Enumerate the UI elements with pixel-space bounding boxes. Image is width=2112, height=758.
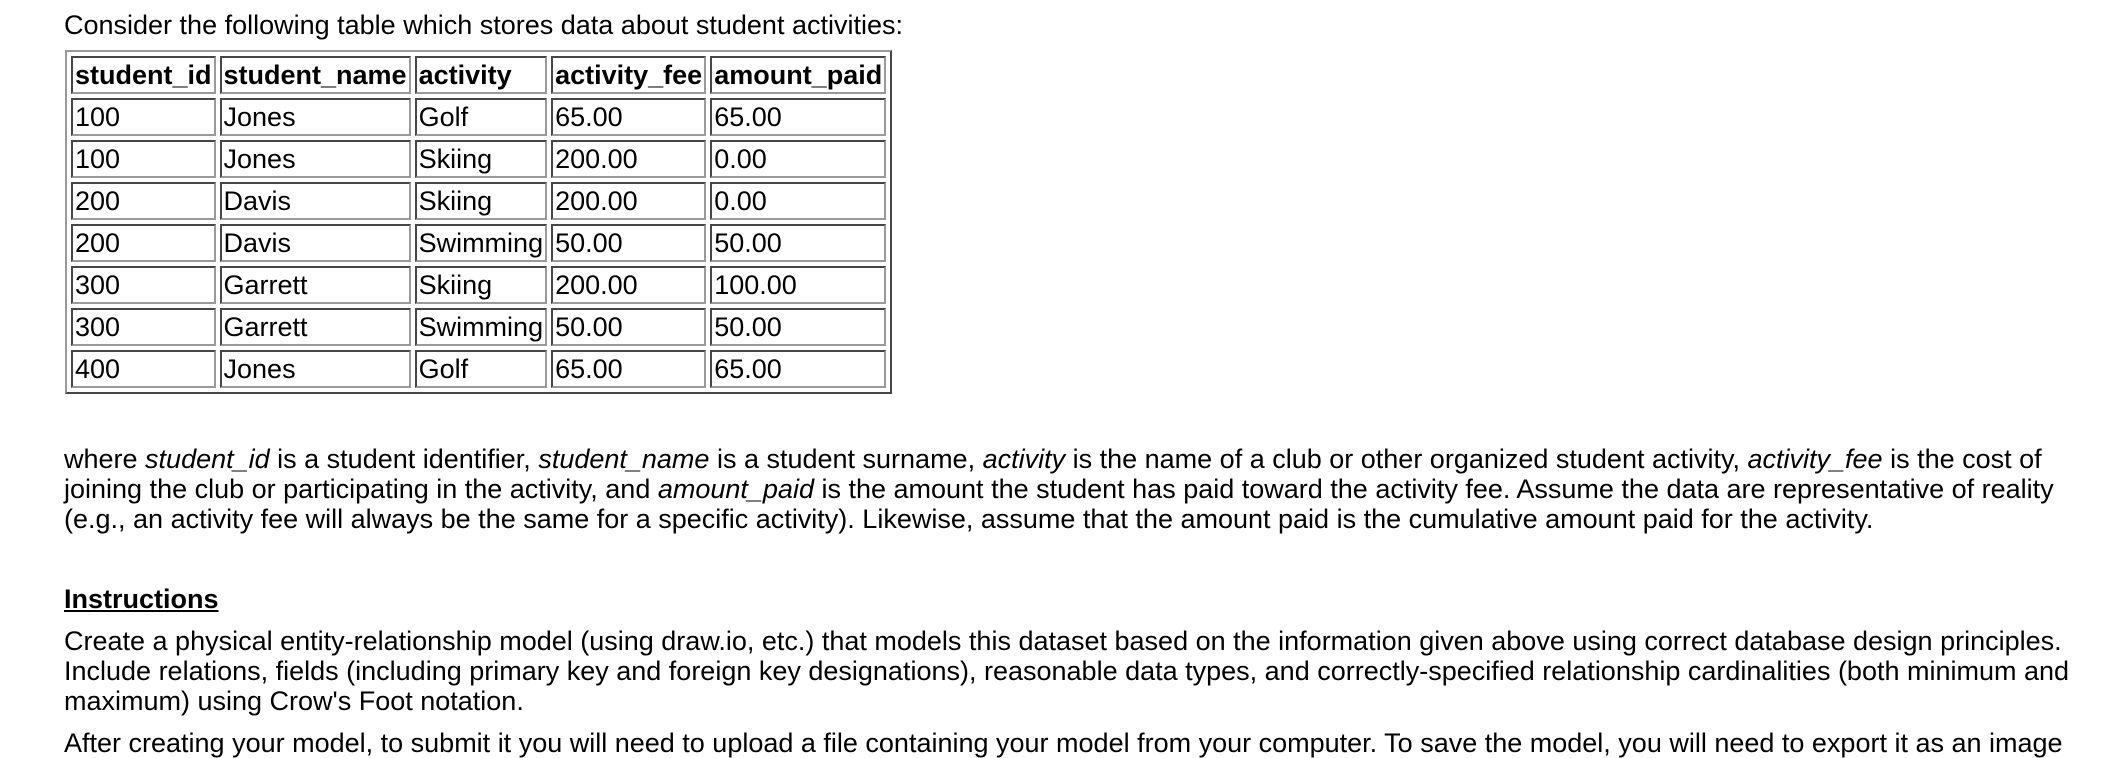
cell-activity: Swimming	[415, 308, 548, 346]
cell-student-name: Garrett	[220, 308, 411, 346]
cell-activity: Golf	[415, 98, 548, 136]
where-text: is a student identifier,	[269, 444, 539, 474]
field-name-activity-fee: activity_fee	[1747, 444, 1883, 474]
cell-student-id: 100	[71, 140, 216, 178]
cell-student-name: Jones	[220, 140, 411, 178]
table-row	[71, 308, 886, 346]
cell-student-name: Davis	[220, 182, 411, 220]
cell-student-id: 300	[71, 266, 216, 304]
field-name-activity: activity	[982, 444, 1066, 474]
cell-student-name: Davis	[220, 224, 411, 262]
student-activities-table	[65, 50, 892, 394]
table-row	[71, 98, 886, 136]
cell-amount-paid: 65.00	[710, 98, 886, 136]
table-row	[71, 350, 886, 388]
cell-activity-fee: 200.00	[551, 266, 706, 304]
cell-student-name: Garrett	[220, 266, 411, 304]
cell-amount-paid: 100.00	[710, 266, 886, 304]
header-amount-paid: amount_paid	[710, 56, 886, 94]
cell-student-id: 300	[71, 308, 216, 346]
cell-amount-paid: 0.00	[710, 140, 886, 178]
where-text: is a student surname,	[709, 444, 983, 474]
cell-activity-fee: 65.00	[551, 350, 706, 388]
table-row	[71, 224, 886, 262]
field-name-student-id: student_id	[145, 444, 270, 474]
cell-activity-fee: 65.00	[551, 98, 706, 136]
cell-student-name: Jones	[220, 350, 411, 388]
cell-activity-fee: 50.00	[551, 308, 706, 346]
cell-student-id: 100	[71, 98, 216, 136]
table-header-row	[71, 56, 886, 94]
intro-text: Consider the following table which stores data about student activities:	[64, 10, 903, 40]
where-text: is the amount the student has paid toward the activity fee. Assume the data are representative of reality (e.g., an activity fee will always be the same for a specific activity). Likewise, assume that the amount paid is the cumulative amount paid for the activity.	[64, 474, 2054, 534]
where-text: is the name of a club or other organized student activity,	[1065, 444, 1748, 474]
instructions-continued-text: After creating your model, to submit it you will need to upload a file containing your model from your computer. To save the model, you will need to export it as an image	[64, 728, 2063, 758]
header-student-name: student_name	[220, 56, 411, 94]
cell-activity-fee: 200.00	[551, 140, 706, 178]
cell-student-id: 200	[71, 224, 216, 262]
cell-amount-paid: 50.00	[710, 308, 886, 346]
cell-student-id: 400	[71, 350, 216, 388]
where-text: where	[64, 444, 146, 474]
header-activity: activity	[415, 56, 548, 94]
header-student-id: student_id	[71, 56, 216, 94]
table-row	[71, 266, 886, 304]
cell-activity: Swimming	[415, 224, 548, 262]
table-row	[71, 182, 886, 220]
table-row	[71, 140, 886, 178]
cell-activity-fee: 200.00	[551, 182, 706, 220]
field-description-paragraph	[64, 444, 2094, 534]
cell-student-name: Jones	[220, 98, 411, 136]
field-name-student-name: student_name	[538, 444, 710, 474]
field-name-amount-paid: amount_paid	[657, 474, 814, 504]
cell-amount-paid: 0.00	[710, 182, 886, 220]
instructions-heading: Instructions	[64, 584, 219, 614]
cell-amount-paid: 65.00	[710, 350, 886, 388]
cell-amount-paid: 50.00	[710, 224, 886, 262]
cell-activity: Skiing	[415, 140, 548, 178]
cell-activity: Skiing	[415, 266, 548, 304]
cell-student-id: 200	[71, 182, 216, 220]
cell-activity: Golf	[415, 350, 548, 388]
where-text: is the cost of joining the club or participating in the activity, and	[64, 444, 2042, 504]
cell-activity: Skiing	[415, 182, 548, 220]
cell-activity-fee: 50.00	[551, 224, 706, 262]
header-activity-fee: activity_fee	[551, 56, 706, 94]
instructions-body: Create a physical entity-relationship model (using draw.io, etc.) that models this dataset based on the information given above using correct database design principles. Include relations, fields (including primary key and foreign key designations), reasonable data types, and correctly-specified relationship cardinalities (both minimum and maximum) using Crow's Foot notation.	[64, 626, 2070, 716]
